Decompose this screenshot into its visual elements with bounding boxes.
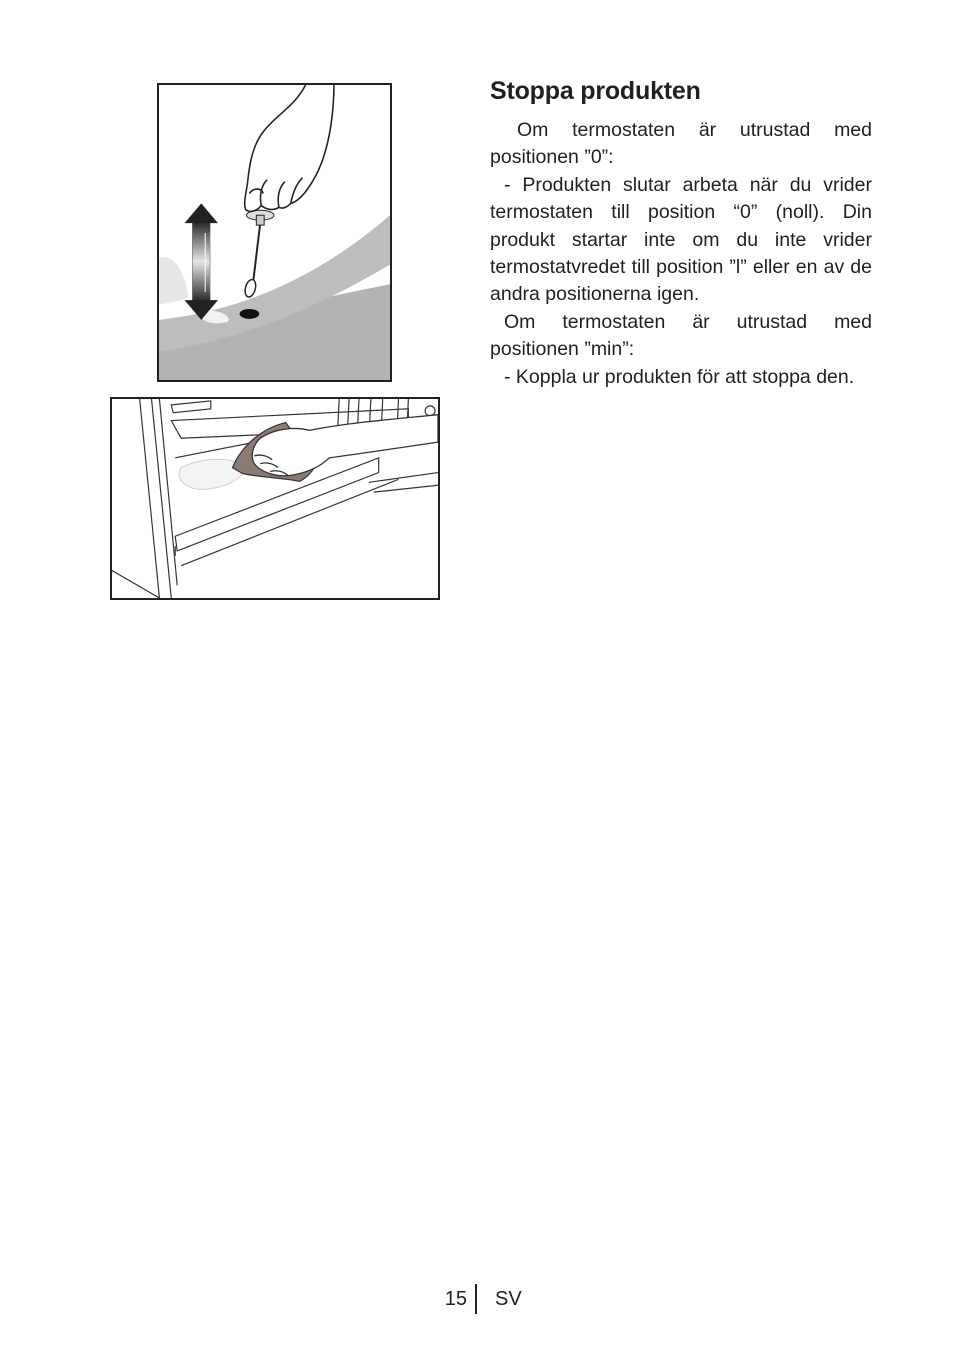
page-number: 15 [444, 1288, 467, 1310]
language-code: SV [495, 1288, 522, 1310]
drain-hole-cleaning-illustration [157, 83, 392, 382]
drain-hole [240, 309, 260, 319]
paragraph-condition-zero: Om termostaten är utrustad med positionen ”0”: [490, 119, 872, 169]
paragraph-instruction-min: - Koppla ur produkten för att stoppa den. [504, 365, 855, 388]
section-title: Stoppa produkten [490, 77, 701, 105]
light-patch [159, 257, 188, 304]
up-down-arrow-icon [185, 203, 218, 319]
water-spill [179, 459, 243, 489]
section-text [490, 74, 872, 391]
footer-divider [475, 1284, 477, 1314]
cleaning-tool [243, 210, 274, 298]
wiping-interior-illustration [110, 397, 440, 600]
hand-outline [245, 85, 334, 211]
paragraph-condition-min: Om termostaten är utrustad med positionen ”min”: [490, 310, 872, 361]
page-footer [0, 1284, 954, 1316]
wiping-interior-drawing [112, 399, 438, 598]
drain-hole-cleaning-drawing [159, 85, 390, 380]
paragraph-instruction-zero: - Produkten slutar arbeta när du vrider termostaten till position “0” (noll). Din produkt startar inte om du inte vrider termostatvredet till position ”l” eller en av de andra positionerna igen. [490, 173, 872, 306]
